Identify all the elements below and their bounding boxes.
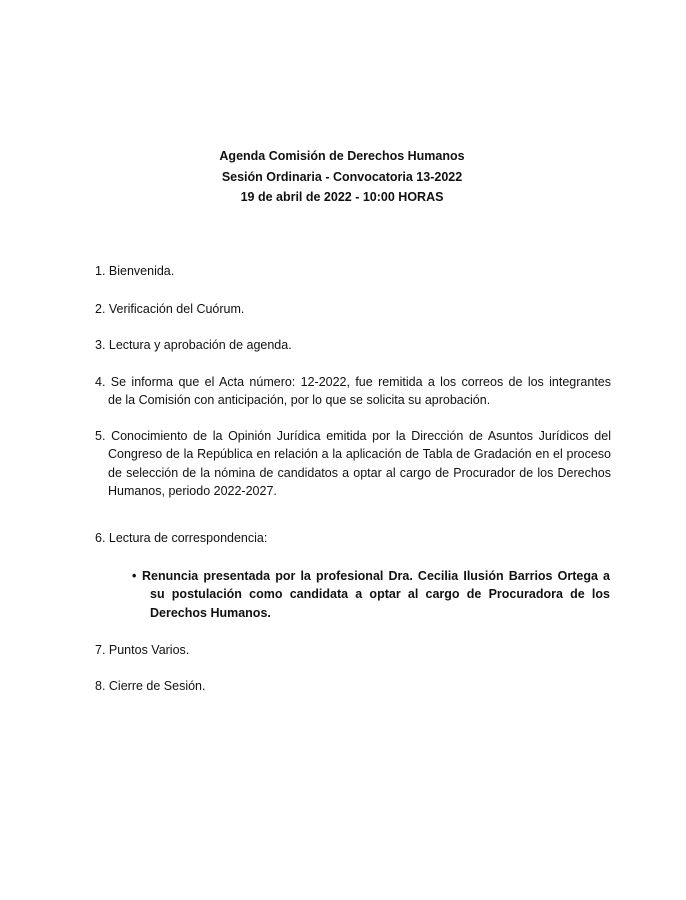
agenda-item-5 xyxy=(95,427,611,500)
agenda-item-text: 8. Cierre de Sesión. xyxy=(95,679,206,693)
agenda-item-text: 4. Se informa que el Acta número: 12-2022, fue remitida a los correos de los integrantes xyxy=(95,375,611,389)
agenda-item-continuation: de la Comisión con anticipación, por lo que se solicita su aprobación. xyxy=(108,393,491,408)
correspondence-text xyxy=(132,567,610,622)
agenda-header xyxy=(0,146,686,208)
agenda-item-text: 3. Lectura y aprobación de agenda. xyxy=(95,338,292,352)
agenda-item-1 xyxy=(95,262,611,280)
agenda-item-text: 7. Puntos Varios. xyxy=(95,643,190,657)
correspondence-continuation: su postulación como candidata a optar al cargo de Procuradora de los Derechos Humanos. xyxy=(150,587,610,620)
agenda-item-6 xyxy=(95,529,611,547)
agenda-title: Agenda Comisión de Derechos Humanos xyxy=(219,149,465,163)
correspondence-first-line: Renuncia presentada por la profesional Dra. Cecilia Ilusión Barrios Ortega a xyxy=(142,569,610,583)
agenda-item-text: 5. Conocimiento de la Opinión Jurídica emitida por la Dirección de Asuntos Jurídicos del xyxy=(95,429,611,443)
agenda-item-7 xyxy=(95,641,611,659)
session-title: Sesión Ordinaria - Convocatoria 13-2022 xyxy=(221,169,463,184)
agenda-item-text: 2. Verificación del Cuórum. xyxy=(95,302,245,316)
agenda-item-4 xyxy=(95,373,611,410)
agenda-item-continuation: Congreso de la República en relación a la aplicación de Tabla de Gradación en el proceso de selección de la nómina de candidatos a optar al cargo de Procurador de los Derechos Humanos, periodo 2022-2027. xyxy=(108,447,611,498)
agenda-item-text: 1. Bienvenida. xyxy=(95,264,175,278)
session-date: 19 de abril de 2022 - 10:00 HORAS xyxy=(240,190,444,204)
bullet-icon: • xyxy=(132,569,137,583)
correspondence-list-item xyxy=(132,567,610,622)
agenda-item-3 xyxy=(95,336,611,354)
agenda-item-2 xyxy=(95,300,611,318)
agenda-item-8 xyxy=(95,677,611,695)
agenda-item-text: 6. Lectura de correspondencia: xyxy=(95,531,268,545)
